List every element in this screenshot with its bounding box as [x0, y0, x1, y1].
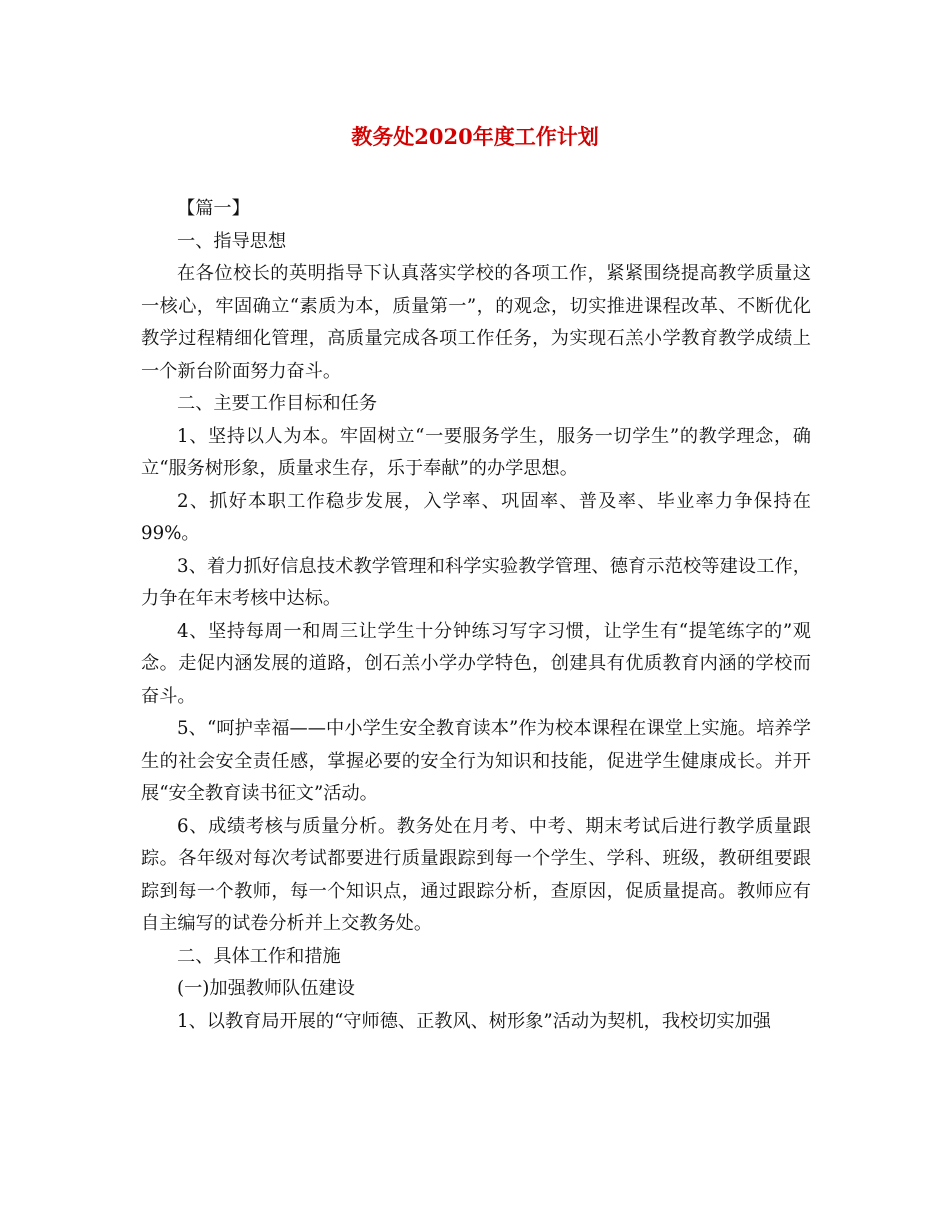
- heading-guiding-ideology: 一、指导思想: [177, 230, 287, 252]
- paragraph-goal-1: 1、坚持以人为本。牢固树立“一要服务学生，服务一切学生”的教学理念，确立“服务树形象，质量求生存，乐于奉献”的办学思想。: [141, 425, 811, 479]
- heading-specific-measures: 二、具体工作和措施: [177, 945, 341, 967]
- paragraph-goal-5: 5、“呵护幸福——中小学生安全教育读本”作为校本课程在课堂上实施。培养学生的社会安全责任感，掌握必要的安全行为知识和技能，促进学生健康成长。并开展“安全教育读书征文”活动。: [141, 718, 811, 804]
- document-title: 教务处2020年度工作计划: [351, 124, 599, 149]
- paragraph-goal-2: 2、抓好本职工作稳步发展，入学率、巩固率、普及率、毕业率力争保持在99%。: [141, 490, 811, 544]
- paragraph-goal-3: 3、着力抓好信息技术教学管理和科学实验教学管理、德育示范校等建设工作，力争在年末考核中达标。: [141, 555, 811, 609]
- paragraph-guiding-ideology: 在各位校长的英明指导下认真落实学校的各项工作，紧紧围绕提高教学质量这一核心，牢固确立“素质为本，质量第一”，的观念，切实推进课程改革、不断优化教学过程精细化管理，高质量完成各项工作任务，为实现石羔小学教育教学成绩上一个新台阶面努力奋斗。: [141, 263, 811, 382]
- heading-main-goals: 二、主要工作目标和任务: [177, 393, 378, 414]
- section-label: 【篇一】: [177, 198, 250, 219]
- paragraph-goal-6: 6、成绩考核与质量分析。教务处在月考、中考、期末考试后进行教学质量跟踪。各年级对每次考试都要进行质量跟踪到每一个学生、学科、班级，教研组要跟踪到每一个教师，每一个知识点，通过跟踪分析，查原因，促质量提高。教师应有自主编写的试卷分析并上交教务处。: [141, 815, 811, 934]
- document-body: [141, 193, 811, 1038]
- paragraph-goal-4: 4、坚持每周一和周三让学生十分钟练习写字习惯，让学生有“提笔练字的”观念。走促内涵发展的道路，创石羔小学办学特色，创建具有优质教育内涵的学校而奋斗。: [141, 620, 811, 707]
- paragraph-measure-1: 1、以教育局开展的“守师德、正教风、树形象”活动为契机，我校切实加强: [177, 1010, 771, 1032]
- subheading-teacher-team: (一)加强教师队伍建设: [177, 978, 355, 999]
